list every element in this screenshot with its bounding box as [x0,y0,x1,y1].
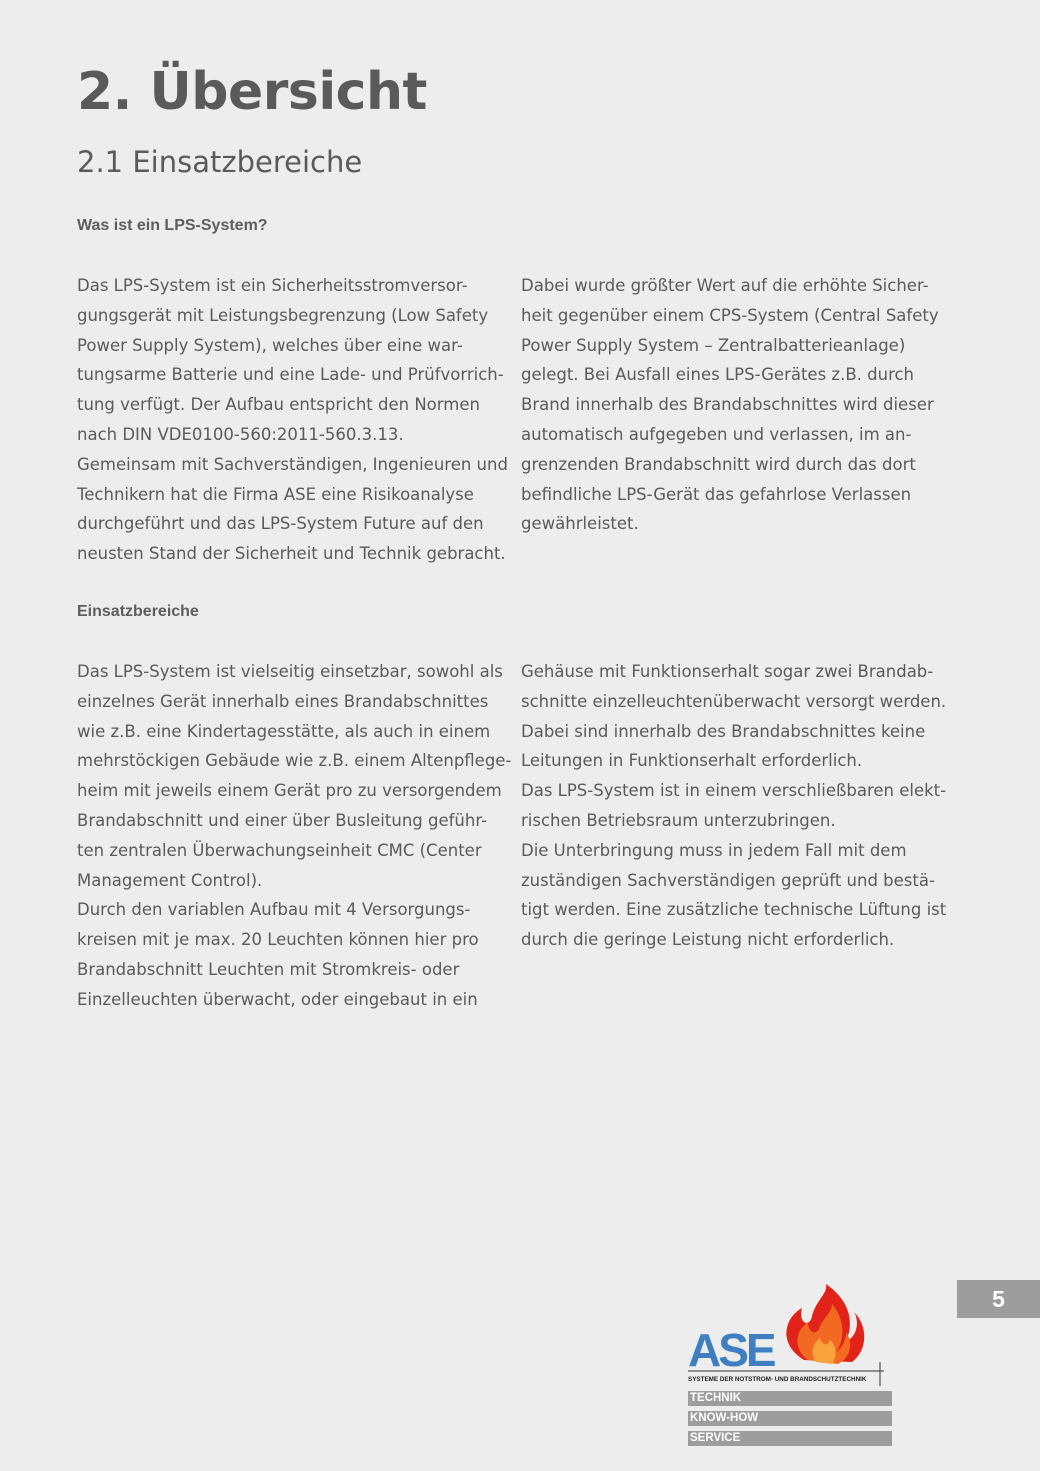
text-line: befindliche LPS-Gerät das gefahrlose Verlassen [521,484,912,504]
text-line: Das LPS-System ist in einem verschließbaren elekt- [521,781,947,801]
text-line: Power Supply System – Zentralbatterieanlage) [521,335,906,355]
logo-bar-technik: TECHNIK [688,1391,892,1406]
text-line: mehrstöckigen Gebäude wie z.B. einem Altenpflege- [77,751,512,771]
text-line: zuständigen Sachverständigen geprüft und bestä- [521,870,935,890]
ase-logo [686,1282,896,1452]
paragraph-einsatz-left [77,657,517,1015]
text-line: rischen Betriebsraum unterzubringen. [521,810,836,830]
text-line: Power Supply System), welches über eine war- [77,335,463,355]
text-line: tung verfügt. Der Aufbau entspricht den Normen [77,395,480,415]
paragraph-einsatz-right [521,657,961,955]
section-title: 2.1 Einsatzbereiche [77,145,363,179]
text-line: kreisen mit je max. 20 Leuchten können hier pro [77,930,479,950]
text-line: Dabei wurde größter Wert auf die erhöhte Sicher- [521,276,929,295]
text-line: durch die geringe Leistung nicht erforderlich. [521,930,895,950]
text-line: gelegt. Bei Ausfall eines LPS-Gerätes z.B. durch [521,365,915,385]
subheading-einsatzbereiche: Einsatzbereiche [77,603,199,620]
text-line: heit gegenüber einem CPS-System (Central Safety [521,305,939,325]
text-line: Management Control). [77,870,263,890]
text-line: grenzenden Brandabschnitt wird durch das dort [521,454,916,474]
text-line: Brandabschnitt Leuchten mit Stromkreis- oder [77,959,460,979]
logo-tagline: SYSTEME DER NOTSTROM- UND BRANDSCHUTZTECHNIK [688,1376,867,1383]
text-line: gewährleistet. [521,514,639,534]
text-line: gungsgerät mit Leistungsbegrenzung (Low Safety [77,305,489,325]
text-line: Durch den variablen Aufbau mit 4 Versorgungs- [77,900,471,920]
logo-bar-service: SERVICE [688,1431,892,1446]
text-line: Technikern hat die Firma ASE eine Risikoanalyse [77,484,474,504]
text-line: nach DIN VDE0100-560:2011-560.3.13. [77,424,404,444]
text-line: Gehäuse mit Funktionserhalt sogar zwei Brandab- [521,662,934,681]
text-line: durchgeführt und das LPS-System Future auf den [77,514,484,534]
text-line: tigt werden. Eine zusätzliche technische Lüftung ist [521,900,947,920]
paragraph-lps-left [77,271,517,569]
text-line: Brand innerhalb des Brandabschnittes wird dieser [521,395,934,415]
page-title: 2. Übersicht [77,62,427,122]
subheading-lps-system: Was ist ein LPS-System? [77,217,268,234]
text-line: tungsarme Batterie und eine Lade- und Prüfvorrich- [77,365,504,385]
logo-registered: ® [786,1329,795,1341]
text-line: Das LPS-System ist vielseitig einsetzbar, sowohl als [77,662,503,681]
text-line: ten zentralen Überwachungseinheit CMC (Center [77,840,482,860]
text-line: neusten Stand der Sicherheit und Technik gebracht. [77,544,506,564]
text-line: wie z.B. eine Kindertagesstätte, als auch in einem [77,721,491,741]
text-line: Das LPS-System ist ein Sicherheitsstromversor- [77,276,468,295]
text-line: Dabei sind innerhalb des Brandabschnittes keine [521,721,926,741]
page-number-tab: 5 [957,1280,1040,1318]
text-line: Leitungen in Funktionserhalt erforderlich. [521,751,863,771]
logo-bar-know-how: KNOW-HOW [688,1411,892,1426]
text-line: Die Unterbringung muss in jedem Fall mit dem [521,840,907,860]
text-line: Gemeinsam mit Sachverständigen, Ingenieuren und [77,454,508,474]
text-line: Brandabschnitt und einer über Busleitung geführ- [77,810,488,830]
logo-brand: ASE [688,1324,774,1376]
text-line: automatisch aufgegeben und verlassen, im an- [521,424,912,444]
text-line: schnitte einzelleuchtenüberwacht versorgt werden. [521,691,947,711]
text-line: Einzelleuchten überwacht, oder eingebaut in ein [77,989,478,1009]
text-line: heim mit jeweils einem Gerät pro zu versorgendem [77,781,502,801]
paragraph-lps-right [521,271,961,539]
text-line: einzelnes Gerät innerhalb eines Brandabschnittes [77,691,489,711]
